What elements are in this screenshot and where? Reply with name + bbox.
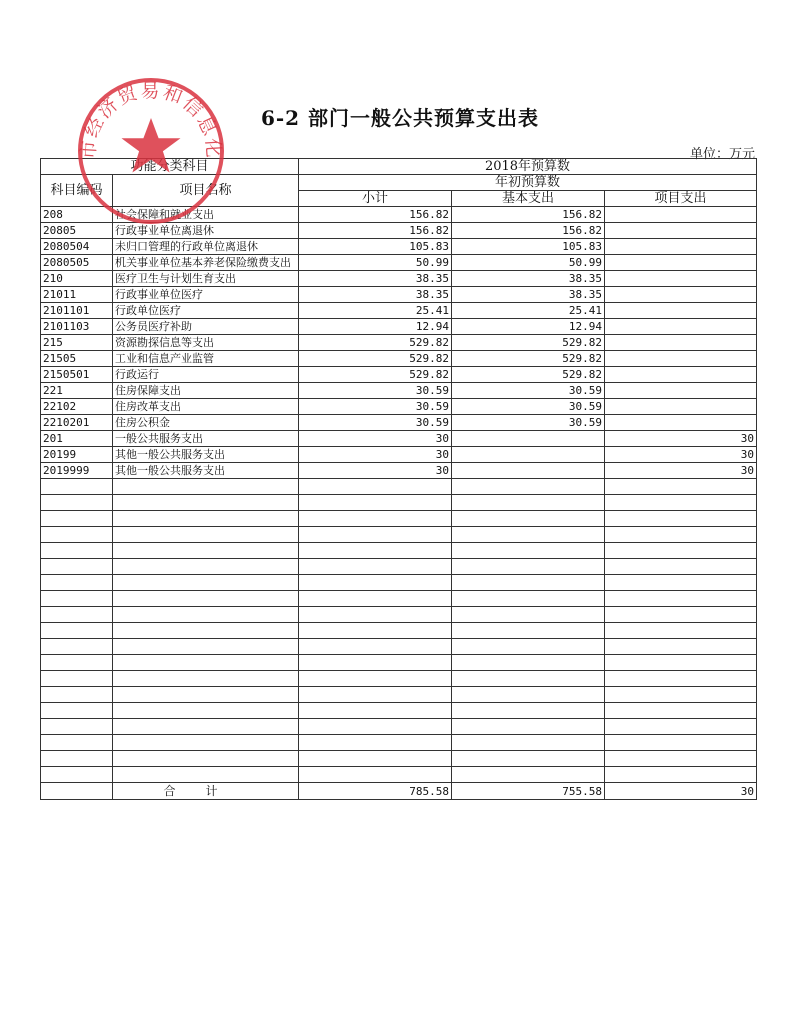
empty-row	[41, 607, 757, 623]
cell-project	[605, 559, 757, 575]
cell-name	[113, 767, 299, 783]
cell-code	[41, 543, 113, 559]
cell-basic	[452, 687, 605, 703]
table-row	[41, 319, 757, 335]
cell-project	[605, 287, 757, 303]
cell-subtotal	[299, 591, 452, 607]
cell-code: 21011	[41, 287, 113, 303]
cell-project	[605, 607, 757, 623]
empty-row	[41, 575, 757, 591]
empty-row	[41, 559, 757, 575]
empty-row	[41, 639, 757, 655]
cell-subtotal: 50.99	[299, 255, 452, 271]
cell-subtotal	[299, 511, 452, 527]
header-budget-2018: 2018年预算数	[299, 159, 757, 175]
cell-subtotal: 38.35	[299, 271, 452, 287]
table-row	[41, 287, 757, 303]
cell-name: 其他一般公共服务支出	[113, 447, 299, 463]
cell-basic	[452, 591, 605, 607]
cell-subtotal	[299, 575, 452, 591]
empty-row	[41, 655, 757, 671]
cell-subtotal: 156.82	[299, 207, 452, 223]
cell-subtotal: 529.82	[299, 367, 452, 383]
cell-code: 2101103	[41, 319, 113, 335]
cell-subtotal: 30	[299, 463, 452, 479]
cell-name: 机关事业单位基本养老保险缴费支出	[113, 255, 299, 271]
cell-code: 2080504	[41, 239, 113, 255]
cell-subtotal	[299, 687, 452, 703]
empty-row	[41, 495, 757, 511]
cell-project: 30	[605, 463, 757, 479]
total-project: 30	[605, 783, 757, 800]
empty-row	[41, 671, 757, 687]
table-row	[41, 415, 757, 431]
total-row	[41, 783, 757, 800]
cell-code	[41, 655, 113, 671]
cell-code	[41, 559, 113, 575]
empty-row	[41, 591, 757, 607]
cell-subtotal: 30.59	[299, 415, 452, 431]
cell-subtotal	[299, 703, 452, 719]
cell-name	[113, 495, 299, 511]
cell-name: 行政事业单位离退休	[113, 223, 299, 239]
cell-name: 未归口管理的行政单位离退休	[113, 239, 299, 255]
empty-row	[41, 751, 757, 767]
empty-row	[41, 719, 757, 735]
cell-subtotal: 529.82	[299, 351, 452, 367]
cell-basic: 38.35	[452, 271, 605, 287]
cell-subtotal: 12.94	[299, 319, 452, 335]
total-label: 合计	[113, 783, 299, 800]
cell-code: 2019999	[41, 463, 113, 479]
cell-basic: 529.82	[452, 367, 605, 383]
cell-name	[113, 575, 299, 591]
header-subtotal: 小计	[299, 191, 452, 207]
cell-basic	[452, 767, 605, 783]
cell-name: 行政事业单位医疗	[113, 287, 299, 303]
cell-project: 30	[605, 447, 757, 463]
cell-project	[605, 239, 757, 255]
cell-basic: 156.82	[452, 223, 605, 239]
header-initial-budget: 年初预算数	[299, 175, 757, 191]
cell-code	[41, 591, 113, 607]
header-name: 项目名称	[113, 175, 299, 207]
cell-basic	[452, 479, 605, 495]
cell-name: 住房公积金	[113, 415, 299, 431]
cell-subtotal: 38.35	[299, 287, 452, 303]
empty-row	[41, 703, 757, 719]
cell-code	[41, 527, 113, 543]
empty-row	[41, 687, 757, 703]
cell-basic	[452, 719, 605, 735]
cell-code	[41, 495, 113, 511]
cell-name: 行政单位医疗	[113, 303, 299, 319]
cell-name	[113, 687, 299, 703]
table-row	[41, 271, 757, 287]
table-row	[41, 463, 757, 479]
cell-code: 21505	[41, 351, 113, 367]
cell-subtotal: 105.83	[299, 239, 452, 255]
cell-code	[41, 511, 113, 527]
cell-name	[113, 511, 299, 527]
total-basic: 755.58	[452, 783, 605, 800]
empty-row	[41, 735, 757, 751]
table-row	[41, 335, 757, 351]
empty-row	[41, 623, 757, 639]
cell-code	[41, 735, 113, 751]
cell-code: 201	[41, 431, 113, 447]
cell-code: 208	[41, 207, 113, 223]
cell-project	[605, 591, 757, 607]
cell-basic	[452, 735, 605, 751]
cell-basic	[452, 623, 605, 639]
cell-basic: 30.59	[452, 399, 605, 415]
cell-project	[605, 655, 757, 671]
seal-text: 市经济贸易和信息化	[77, 79, 225, 161]
table-row	[41, 239, 757, 255]
cell-subtotal	[299, 671, 452, 687]
cell-project	[605, 767, 757, 783]
cell-basic: 30.59	[452, 383, 605, 399]
cell-name	[113, 655, 299, 671]
cell-subtotal	[299, 735, 452, 751]
cell-name	[113, 751, 299, 767]
cell-basic: 12.94	[452, 319, 605, 335]
cell-project	[605, 495, 757, 511]
cell-basic: 25.41	[452, 303, 605, 319]
cell-basic: 30.59	[452, 415, 605, 431]
cell-basic	[452, 495, 605, 511]
cell-name	[113, 559, 299, 575]
cell-code: 210	[41, 271, 113, 287]
cell-name	[113, 639, 299, 655]
cell-subtotal	[299, 559, 452, 575]
cell-code	[41, 623, 113, 639]
cell-project	[605, 735, 757, 751]
cell-basic: 529.82	[452, 351, 605, 367]
header-basic: 基本支出	[452, 191, 605, 207]
cell-basic	[452, 559, 605, 575]
cell-subtotal: 30	[299, 447, 452, 463]
empty-row	[41, 527, 757, 543]
cell-name	[113, 607, 299, 623]
cell-project	[605, 543, 757, 559]
cell-code	[41, 639, 113, 655]
empty-row	[41, 479, 757, 495]
cell-code	[41, 767, 113, 783]
cell-code	[41, 607, 113, 623]
cell-code	[41, 687, 113, 703]
cell-basic: 105.83	[452, 239, 605, 255]
cell-basic	[452, 655, 605, 671]
cell-subtotal	[299, 655, 452, 671]
cell-basic	[452, 703, 605, 719]
table-row	[41, 383, 757, 399]
header-function-category: 功能分类科目	[41, 159, 299, 175]
cell-basic	[452, 639, 605, 655]
cell-name: 资源勘探信息等支出	[113, 335, 299, 351]
cell-code: 2101101	[41, 303, 113, 319]
cell-project	[605, 511, 757, 527]
cell-project	[605, 415, 757, 431]
cell-project	[605, 223, 757, 239]
cell-name	[113, 703, 299, 719]
cell-subtotal	[299, 607, 452, 623]
header-project: 项目支出	[605, 191, 757, 207]
cell-subtotal: 30.59	[299, 399, 452, 415]
header-code: 科目编码	[41, 175, 113, 207]
cell-name	[113, 719, 299, 735]
cell-project	[605, 479, 757, 495]
cell-name: 医疗卫生与计划生育支出	[113, 271, 299, 287]
cell-project	[605, 751, 757, 767]
empty-row	[41, 767, 757, 783]
table-body	[41, 207, 757, 783]
cell-basic	[452, 511, 605, 527]
cell-subtotal: 25.41	[299, 303, 452, 319]
cell-code	[41, 575, 113, 591]
cell-basic	[452, 447, 605, 463]
cell-code: 20805	[41, 223, 113, 239]
unit-label: 单位：万元	[689, 147, 755, 162]
cell-subtotal	[299, 495, 452, 511]
cell-project	[605, 319, 757, 335]
cell-name	[113, 527, 299, 543]
cell-name	[113, 543, 299, 559]
cell-subtotal	[299, 719, 452, 735]
cell-code: 20199	[41, 447, 113, 463]
cell-code: 2080505	[41, 255, 113, 271]
cell-code	[41, 479, 113, 495]
cell-basic: 38.35	[452, 287, 605, 303]
cell-code	[41, 671, 113, 687]
cell-name	[113, 623, 299, 639]
cell-basic	[452, 431, 605, 447]
cell-name: 其他一般公共服务支出	[113, 463, 299, 479]
table-row	[41, 351, 757, 367]
table-row	[41, 255, 757, 271]
empty-row	[41, 511, 757, 527]
cell-code: 2210201	[41, 415, 113, 431]
cell-subtotal: 156.82	[299, 223, 452, 239]
page-title: 6-2 部门一般公共预算支出表	[260, 106, 540, 130]
cell-basic	[452, 751, 605, 767]
cell-subtotal: 30.59	[299, 383, 452, 399]
cell-subtotal	[299, 767, 452, 783]
table-row	[41, 303, 757, 319]
total-code-cell	[41, 783, 113, 800]
cell-project	[605, 271, 757, 287]
cell-project	[605, 255, 757, 271]
cell-name	[113, 479, 299, 495]
table-row	[41, 399, 757, 415]
cell-code	[41, 703, 113, 719]
cell-subtotal	[299, 527, 452, 543]
cell-basic	[452, 543, 605, 559]
cell-code	[41, 719, 113, 735]
cell-project	[605, 527, 757, 543]
cell-subtotal	[299, 751, 452, 767]
cell-code: 215	[41, 335, 113, 351]
cell-project	[605, 207, 757, 223]
empty-row	[41, 543, 757, 559]
cell-project	[605, 623, 757, 639]
cell-subtotal	[299, 543, 452, 559]
cell-project	[605, 367, 757, 383]
cell-subtotal	[299, 623, 452, 639]
cell-basic	[452, 607, 605, 623]
cell-subtotal: 30	[299, 431, 452, 447]
cell-project	[605, 671, 757, 687]
official-seal-icon	[76, 76, 226, 226]
cell-basic	[452, 671, 605, 687]
cell-code	[41, 751, 113, 767]
total-subtotal: 785.58	[299, 783, 452, 800]
cell-basic	[452, 527, 605, 543]
cell-project	[605, 687, 757, 703]
cell-code: 22102	[41, 399, 113, 415]
cell-basic	[452, 463, 605, 479]
cell-name: 住房保障支出	[113, 383, 299, 399]
table-row	[41, 447, 757, 463]
table-row	[41, 431, 757, 447]
cell-project	[605, 383, 757, 399]
cell-project	[605, 351, 757, 367]
cell-project	[605, 335, 757, 351]
cell-project	[605, 399, 757, 415]
cell-code: 221	[41, 383, 113, 399]
cell-project	[605, 303, 757, 319]
cell-basic	[452, 575, 605, 591]
cell-basic: 50.99	[452, 255, 605, 271]
cell-subtotal	[299, 479, 452, 495]
cell-code: 2150501	[41, 367, 113, 383]
cell-subtotal	[299, 639, 452, 655]
cell-name	[113, 591, 299, 607]
cell-project	[605, 719, 757, 735]
budget-table	[40, 158, 757, 800]
cell-name: 住房改革支出	[113, 399, 299, 415]
cell-basic: 529.82	[452, 335, 605, 351]
cell-name: 公务员医疗补助	[113, 319, 299, 335]
cell-project	[605, 639, 757, 655]
cell-name: 社会保障和就业支出	[113, 207, 299, 223]
cell-name: 行政运行	[113, 367, 299, 383]
cell-name: 工业和信息产业监管	[113, 351, 299, 367]
table-row	[41, 367, 757, 383]
cell-name: 一般公共服务支出	[113, 431, 299, 447]
cell-name	[113, 735, 299, 751]
cell-basic: 156.82	[452, 207, 605, 223]
cell-name	[113, 671, 299, 687]
cell-subtotal: 529.82	[299, 335, 452, 351]
cell-project	[605, 703, 757, 719]
cell-project: 30	[605, 431, 757, 447]
cell-project	[605, 575, 757, 591]
